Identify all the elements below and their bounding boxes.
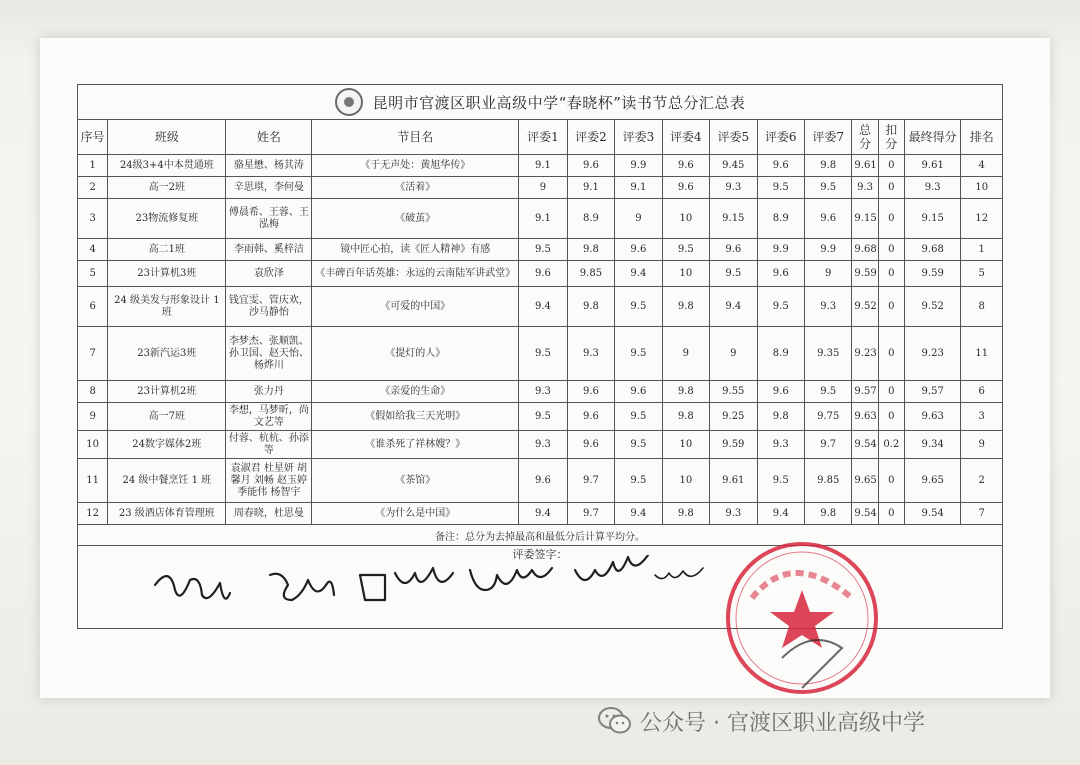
row-number: 9 (78, 403, 108, 431)
rank: 2 (961, 459, 1003, 503)
column-header: 评委6 (757, 120, 804, 155)
final-score: 9.63 (904, 403, 961, 431)
judge1-score: 9.5 (519, 327, 567, 381)
class-name: 高一2班 (108, 177, 226, 199)
total-score: 9.59 (852, 261, 878, 287)
judge6-score: 9.6 (757, 261, 804, 287)
rank: 6 (961, 381, 1003, 403)
judge1-score: 9.1 (519, 199, 567, 239)
judge1-score: 9.6 (519, 459, 567, 503)
judge1-score: 9.3 (519, 431, 567, 459)
rank: 4 (961, 155, 1003, 177)
row-number: 4 (78, 239, 108, 261)
row-number: 5 (78, 261, 108, 287)
judge2-score: 9.6 (567, 403, 614, 431)
final-score: 9.3 (904, 177, 961, 199)
judge6-score: 9.9 (757, 239, 804, 261)
judge1-score: 9.5 (519, 239, 567, 261)
judge5-score: 9.4 (710, 287, 757, 327)
total-score: 9.52 (852, 287, 878, 327)
deduction: 0 (878, 381, 904, 403)
final-score: 9.65 (904, 459, 961, 503)
judge5-score: 9.5 (710, 261, 757, 287)
judge5-score: 9.25 (710, 403, 757, 431)
student-names: 张力丹 (226, 381, 312, 403)
program-title: 《于无声处：黄旭华传》 (312, 155, 519, 177)
table-row (78, 155, 1003, 177)
column-header: 评委3 (615, 120, 662, 155)
judge2-score: 9.7 (567, 459, 614, 503)
table-title-cell (78, 85, 1003, 120)
deduction: 0 (878, 459, 904, 503)
class-name: 23物流修复班 (108, 199, 226, 239)
program-title: 《活着》 (312, 177, 519, 199)
deduction: 0 (878, 403, 904, 431)
program-title: 《谁杀死了祥林嫂？》 (312, 431, 519, 459)
row-number: 10 (78, 431, 108, 459)
rank: 1 (961, 239, 1003, 261)
class-name: 24数字媒体2班 (108, 431, 226, 459)
total-score: 9.65 (852, 459, 878, 503)
student-names: 李梦杰、张顺凯、孙卫国、赵天怡、杨烨川 (226, 327, 312, 381)
class-name: 高二1班 (108, 239, 226, 261)
footer-text: 公众号 · 官渡区职业高级中学 (640, 710, 925, 736)
rank: 10 (961, 177, 1003, 199)
program-title: 《假如给我三天光明》 (312, 403, 519, 431)
final-score: 9.61 (904, 155, 961, 177)
class-name: 24级3+4中本贯通班 (108, 155, 226, 177)
program-title: 《丰碑百年话英雄：永远的云南陆军讲武堂》 (312, 261, 519, 287)
column-header: 姓名 (226, 120, 312, 155)
deduction: 0 (878, 199, 904, 239)
column-header: 评委5 (710, 120, 757, 155)
student-names: 付蓉、杭杭、孙添等 (226, 431, 312, 459)
judge3-score: 9.5 (615, 431, 662, 459)
total-score: 9.57 (852, 381, 878, 403)
rank: 9 (961, 431, 1003, 459)
judge3-score: 9.6 (615, 381, 662, 403)
row-number: 6 (78, 287, 108, 327)
signature-5 (575, 555, 648, 580)
rank: 5 (961, 261, 1003, 287)
judge5-score: 9.55 (710, 381, 757, 403)
judge3-score: 9.5 (615, 287, 662, 327)
table-row (78, 381, 1003, 403)
judge3-score: 9.4 (615, 503, 662, 525)
judge1-score: 9.1 (519, 155, 567, 177)
class-name: 24 级美发与形象设计 1 班 (108, 287, 226, 327)
judge7-score: 9.9 (804, 239, 851, 261)
total-score: 9.15 (852, 199, 878, 239)
table-row (78, 327, 1003, 381)
judge7-score: 9.5 (804, 177, 851, 199)
judge6-score: 8.9 (757, 199, 804, 239)
judge7-score: 9.85 (804, 459, 851, 503)
signature-3 (360, 568, 453, 600)
final-score: 9.57 (904, 381, 961, 403)
judge7-score: 9 (804, 261, 851, 287)
judge6-score: 9.8 (757, 403, 804, 431)
table-row (78, 459, 1003, 503)
signature-2 (270, 574, 334, 600)
judge5-score: 9.3 (710, 177, 757, 199)
row-number: 2 (78, 177, 108, 199)
judge4-score: 9 (662, 327, 709, 381)
judge4-score: 9.6 (662, 155, 709, 177)
score-sheet (77, 84, 1003, 570)
class-name: 23计算机2班 (108, 381, 226, 403)
rank: 12 (961, 199, 1003, 239)
judge5-score: 9.59 (710, 431, 757, 459)
row-number: 1 (78, 155, 108, 177)
total-score: 9.63 (852, 403, 878, 431)
judge7-score: 9.75 (804, 403, 851, 431)
program-title: 《为什么是中国》 (312, 503, 519, 525)
judge7-score: 9.6 (804, 199, 851, 239)
signature-4 (470, 568, 552, 590)
row-number: 3 (78, 199, 108, 239)
column-header: 节目名 (312, 120, 519, 155)
column-header: 班级 (108, 120, 226, 155)
deduction: 0 (878, 155, 904, 177)
judge4-score: 10 (662, 261, 709, 287)
column-header: 总分 (852, 120, 878, 155)
signature-label: 评委签字： (512, 548, 568, 561)
judge3-score: 9.9 (615, 155, 662, 177)
final-score: 9.23 (904, 327, 961, 381)
student-names: 骆星懋、杨其涛 (226, 155, 312, 177)
judge1-score: 9.3 (519, 381, 567, 403)
judge6-score: 9.3 (757, 431, 804, 459)
deduction: 0 (878, 261, 904, 287)
judge3-score: 9.5 (615, 327, 662, 381)
class-name: 24 级中餐烹饪 1 班 (108, 459, 226, 503)
judge4-score: 9.8 (662, 503, 709, 525)
judge3-score: 9.5 (615, 403, 662, 431)
total-score: 9.3 (852, 177, 878, 199)
table-row (78, 261, 1003, 287)
judge4-score: 9.8 (662, 381, 709, 403)
program-title: 《破茧》 (312, 199, 519, 239)
deduction: 0.2 (878, 431, 904, 459)
table-row (78, 287, 1003, 327)
judge5-score: 9.61 (710, 459, 757, 503)
judge7-score: 9.7 (804, 431, 851, 459)
final-score: 9.52 (904, 287, 961, 327)
table-row (78, 199, 1003, 239)
judge7-score: 9.8 (804, 155, 851, 177)
deduction: 0 (878, 287, 904, 327)
rank: 8 (961, 287, 1003, 327)
final-score: 9.15 (904, 199, 961, 239)
column-header: 扣分 (878, 120, 904, 155)
final-score: 9.68 (904, 239, 961, 261)
final-score: 9.34 (904, 431, 961, 459)
total-score: 9.61 (852, 155, 878, 177)
judge4-score: 10 (662, 459, 709, 503)
header-row (78, 120, 1003, 155)
table-row (78, 239, 1003, 261)
judge4-score: 10 (662, 431, 709, 459)
judge6-score: 8.9 (757, 327, 804, 381)
row-number: 11 (78, 459, 108, 503)
judge6-score: 9.4 (757, 503, 804, 525)
signature-1 (155, 576, 230, 599)
rank: 3 (961, 403, 1003, 431)
judge2-score: 9.6 (567, 381, 614, 403)
program-title: 镜中匠心拍，读《匠人精神》有感 (312, 239, 519, 261)
program-title: 《提灯的人》 (312, 327, 519, 381)
judge2-score: 9.6 (567, 155, 614, 177)
student-names: 辛思琪，李何曼 (226, 177, 312, 199)
judge1-score: 9.4 (519, 287, 567, 327)
judge-signatures (150, 555, 750, 625)
rank: 7 (961, 503, 1003, 525)
judge1-score: 9.5 (519, 403, 567, 431)
judge5-score: 9.3 (710, 503, 757, 525)
class-name: 高一7班 (108, 403, 226, 431)
class-name: 23 级酒店体育管理班 (108, 503, 226, 525)
total-score: 9.54 (852, 431, 878, 459)
judge2-score: 9.7 (567, 503, 614, 525)
row-number: 12 (78, 503, 108, 525)
judge2-score: 9.3 (567, 327, 614, 381)
seal-star-icon (770, 590, 834, 648)
judge7-score: 9.8 (804, 503, 851, 525)
program-title: 《亲爱的生命》 (312, 381, 519, 403)
deduction: 0 (878, 503, 904, 525)
column-header: 序号 (78, 120, 108, 155)
judge7-score: 9.35 (804, 327, 851, 381)
total-score: 9.23 (852, 327, 878, 381)
judge6-score: 9.6 (757, 381, 804, 403)
wechat-icon (598, 707, 632, 735)
judge5-score: 9.15 (710, 199, 757, 239)
deduction: 0 (878, 327, 904, 381)
table-row (78, 431, 1003, 459)
judge1-score: 9 (519, 177, 567, 199)
judge6-score: 9.5 (757, 177, 804, 199)
school-logo-icon (335, 88, 363, 116)
class-name: 23计算机3班 (108, 261, 226, 287)
judge4-score: 9.8 (662, 403, 709, 431)
judge4-score: 9.5 (662, 239, 709, 261)
table-row (78, 503, 1003, 525)
judge3-score: 9 (615, 199, 662, 239)
judge1-score: 9.4 (519, 503, 567, 525)
total-score: 9.54 (852, 503, 878, 525)
program-title: 《茶馆》 (312, 459, 519, 503)
deduction: 0 (878, 177, 904, 199)
judge6-score: 9.6 (757, 155, 804, 177)
student-names: 钱宜雯、管庆欢，沙马静怡 (226, 287, 312, 327)
judge4-score: 10 (662, 199, 709, 239)
judge2-score: 9.6 (567, 431, 614, 459)
column-header: 排名 (961, 120, 1003, 155)
column-header: 评委1 (519, 120, 567, 155)
column-header: 最终得分 (904, 120, 961, 155)
footer-watermark (598, 704, 925, 738)
rank: 11 (961, 327, 1003, 381)
final-score: 9.54 (904, 503, 961, 525)
class-name: 23新汽运3班 (108, 327, 226, 381)
judge4-score: 9.8 (662, 287, 709, 327)
row-number: 8 (78, 381, 108, 403)
judge2-score: 9.1 (567, 177, 614, 199)
judge3-score: 9.4 (615, 261, 662, 287)
judge7-score: 9.3 (804, 287, 851, 327)
judge5-score: 9.6 (710, 239, 757, 261)
student-names: 袁淑君 杜星妍 胡馨月 刘畅 赵玉婷 季能伟 杨智宇 (226, 459, 312, 503)
judge5-score: 9 (710, 327, 757, 381)
column-header: 评委4 (662, 120, 709, 155)
program-title: 《可爱的中国》 (312, 287, 519, 327)
column-header: 评委2 (567, 120, 614, 155)
official-seal (722, 538, 882, 698)
student-names: 傅晨希、王蓉、王泓梅 (226, 199, 312, 239)
final-score: 9.59 (904, 261, 961, 287)
judge1-score: 9.6 (519, 261, 567, 287)
judge2-score: 9.8 (567, 287, 614, 327)
judge6-score: 9.5 (757, 459, 804, 503)
table-body (78, 155, 1003, 525)
student-names: 袁欣泽 (226, 261, 312, 287)
judge4-score: 9.6 (662, 177, 709, 199)
judge5-score: 9.45 (710, 155, 757, 177)
judge2-score: 9.8 (567, 239, 614, 261)
table-title: 昆明市官渡区职业高级中学“春晓杯”读书节总分汇总表 (372, 93, 746, 112)
judge6-score: 9.5 (757, 287, 804, 327)
judge3-score: 9.1 (615, 177, 662, 199)
judge7-score: 9.5 (804, 381, 851, 403)
student-names: 李雨韩、奚梓洁 (226, 239, 312, 261)
judge3-score: 9.5 (615, 459, 662, 503)
judge2-score: 9.85 (567, 261, 614, 287)
column-header: 评委7 (804, 120, 851, 155)
deduction: 0 (878, 239, 904, 261)
table-row (78, 403, 1003, 431)
table-row (78, 177, 1003, 199)
judge2-score: 8.9 (567, 199, 614, 239)
student-names: 周春晓，杜思曼 (226, 503, 312, 525)
row-number: 7 (78, 327, 108, 381)
total-score: 9.68 (852, 239, 878, 261)
student-names: 李想，马梦昕，尚文艺等 (226, 403, 312, 431)
signature-6 (655, 568, 703, 579)
judge3-score: 9.6 (615, 239, 662, 261)
note-text: 备注：总分为去掉最高和最低分后计算平均分。 (435, 531, 645, 543)
